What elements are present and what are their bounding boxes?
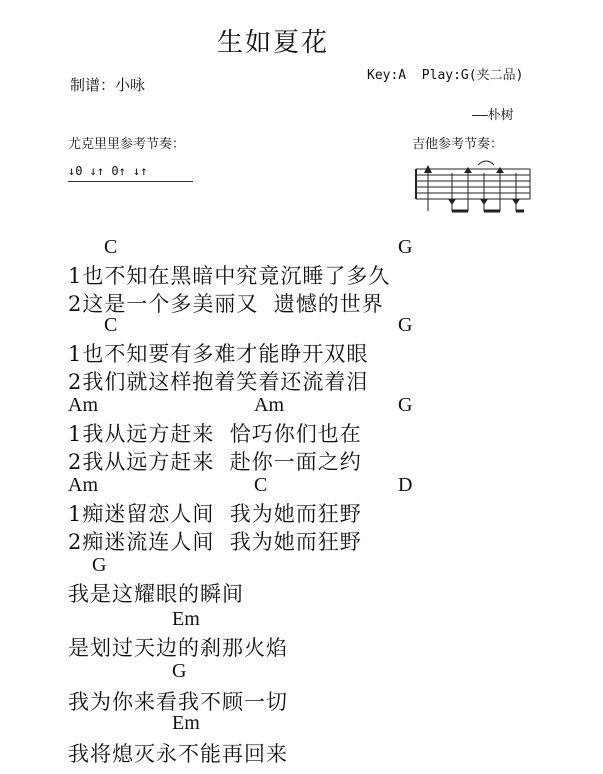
key-play-info: Key:A Play:G(夹二品)	[367, 68, 524, 83]
lyric-line: 我是这耀眼的瞬间	[68, 582, 244, 606]
lyric-line: 是划过天边的刹那火焰	[68, 636, 288, 660]
lyric-line: 2痴迷流连人间 我为她而狂野	[68, 530, 362, 554]
lyric-line: 1痴迷留恋人间 我为她而狂野	[68, 502, 362, 526]
ukulele-rhythm-pattern: ↓0 ↓↑ 0↑ ↓↑	[68, 164, 148, 178]
song-title: 生如夏花	[217, 28, 330, 58]
ukulele-rhythm-underline	[68, 181, 193, 182]
chord: C	[254, 474, 268, 496]
chord: D	[398, 474, 413, 496]
lyric-line: 2这是一个多美丽又 遗憾的世界	[68, 292, 384, 316]
chord: Em	[172, 712, 200, 734]
chord: G	[172, 660, 187, 682]
ukulele-rhythm-label: 尤克里里参考节奏：	[68, 137, 186, 152]
lyric-line: 2我们就这样抱着笑着还流着泪	[68, 370, 369, 394]
chord: C	[104, 236, 118, 258]
lyric-line: 1也不知要有多难才能睁开双眼	[68, 342, 369, 366]
artist-credit: ——朴树	[472, 108, 514, 123]
chord: C	[104, 314, 118, 336]
chord: Em	[172, 608, 200, 630]
lyric-line: 我为你来看我不顾一切	[68, 690, 288, 714]
chord: Am	[68, 474, 98, 496]
chord: Am	[68, 394, 98, 416]
lyric-line: 2我从远方赶来 赴你一面之约	[68, 450, 362, 474]
lyric-line: 1也不知在黑暗中究竟沉睡了多久	[68, 264, 391, 288]
guitar-rhythm-tab	[412, 155, 532, 215]
chord: G	[398, 236, 413, 258]
guitar-rhythm-label: 吉他参考节奏：	[412, 137, 504, 152]
arranger-credit: 制谱：小咏	[70, 76, 146, 94]
chord: Am	[254, 394, 284, 416]
lyric-line: 我将熄灭永不能再回来	[68, 742, 288, 766]
chord: G	[398, 314, 413, 336]
lyric-line: 1我从远方赶来 恰巧你们也在	[68, 422, 362, 446]
chord: G	[398, 394, 413, 416]
chord: G	[92, 554, 107, 576]
